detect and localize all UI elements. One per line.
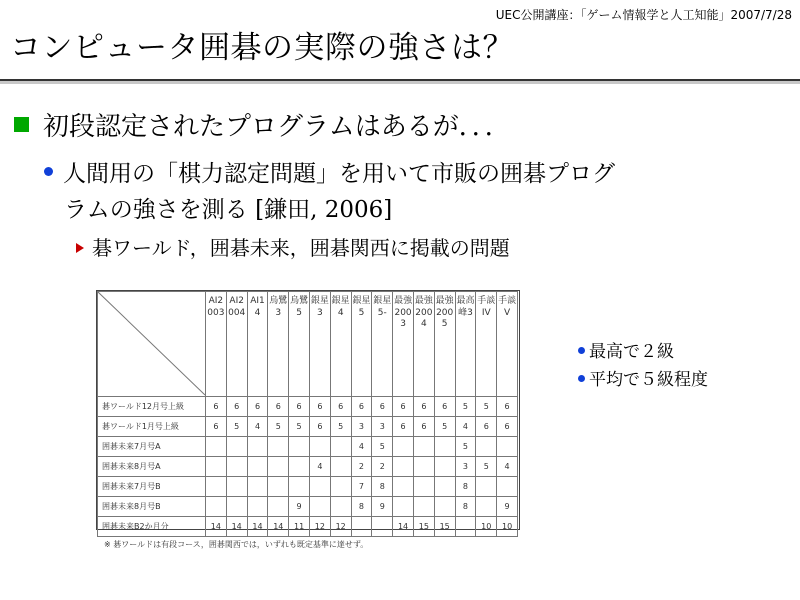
table-cell bbox=[289, 477, 310, 497]
table-cell: 14 bbox=[206, 517, 227, 537]
row-label: 囲碁未来8月号A bbox=[98, 457, 206, 477]
table-row bbox=[98, 417, 518, 437]
table-cell: 6 bbox=[413, 417, 434, 437]
table-cell bbox=[434, 477, 455, 497]
square-bullet-icon bbox=[14, 117, 29, 132]
table-cell bbox=[226, 477, 247, 497]
table-cell: 6 bbox=[393, 397, 414, 417]
column-header: 烏鷺5 bbox=[289, 292, 310, 397]
table-cell: 6 bbox=[497, 417, 518, 437]
table-cell bbox=[226, 497, 247, 517]
column-header: 烏鷺3 bbox=[268, 292, 289, 397]
column-header: 銀星4 bbox=[330, 292, 351, 397]
table-cell bbox=[393, 457, 414, 477]
dot-bullet-icon bbox=[44, 167, 53, 176]
table-cell bbox=[330, 437, 351, 457]
table-cell bbox=[330, 477, 351, 497]
dot-bullet-icon bbox=[578, 347, 585, 354]
table-cell bbox=[434, 457, 455, 477]
table-cell bbox=[268, 497, 289, 517]
table-cell: 8 bbox=[372, 477, 393, 497]
table-cell: 6 bbox=[434, 397, 455, 417]
table-cell: 15 bbox=[413, 517, 434, 537]
table-cell: 4 bbox=[309, 457, 330, 477]
table-cell bbox=[330, 457, 351, 477]
row-label: 囲碁未来7月号B bbox=[98, 477, 206, 497]
bullet-level3-text: 碁ワールド，囲碁未来，囲碁関西に掲載の問題 bbox=[92, 236, 510, 260]
table-cell: 9 bbox=[372, 497, 393, 517]
column-header: 手談V bbox=[497, 292, 518, 397]
table-cell: 8 bbox=[455, 477, 476, 497]
table-cell bbox=[309, 437, 330, 457]
row-label: 碁ワールド12月号上級 bbox=[98, 397, 206, 417]
table-cell bbox=[247, 437, 268, 457]
table-cell bbox=[434, 437, 455, 457]
table-cell: 4 bbox=[247, 417, 268, 437]
column-header: AI14 bbox=[247, 292, 268, 397]
table-cell: 5 bbox=[330, 417, 351, 437]
column-header: 銀星5 bbox=[351, 292, 372, 397]
table-cell bbox=[206, 437, 227, 457]
row-label: 囲碁未来7月号A bbox=[98, 437, 206, 457]
column-header: AI2004 bbox=[226, 292, 247, 397]
side-point-text: 最高で２級 bbox=[589, 342, 674, 362]
results-table-image bbox=[96, 290, 520, 530]
bullet-level3 bbox=[76, 232, 510, 261]
table-cell: 6 bbox=[372, 397, 393, 417]
table-cell: 6 bbox=[226, 397, 247, 417]
table-cell bbox=[268, 437, 289, 457]
table-cell: 6 bbox=[393, 417, 414, 437]
table-cell: 4 bbox=[455, 417, 476, 437]
table-cell bbox=[413, 477, 434, 497]
dot-bullet-icon bbox=[578, 375, 585, 382]
table-cell: 3 bbox=[372, 417, 393, 437]
table-cell: 6 bbox=[413, 397, 434, 417]
table-cell: 5 bbox=[455, 437, 476, 457]
table-cell bbox=[393, 437, 414, 457]
column-header: AI2003 bbox=[206, 292, 227, 397]
table-cell bbox=[476, 477, 497, 497]
bullet-level2 bbox=[44, 156, 764, 228]
bullet-level2-line1: 人間用の「棋力認定問題」を用いて市販の囲碁プログ bbox=[63, 161, 615, 187]
table-cell bbox=[351, 517, 372, 537]
table-row bbox=[98, 457, 518, 477]
table-cell bbox=[330, 497, 351, 517]
table-cell: 11 bbox=[289, 517, 310, 537]
side-point bbox=[578, 338, 708, 366]
table-cell bbox=[289, 437, 310, 457]
column-header: 最強2004 bbox=[413, 292, 434, 397]
table-cell bbox=[476, 437, 497, 457]
table-cell bbox=[226, 437, 247, 457]
table-cell: 4 bbox=[351, 437, 372, 457]
table-row bbox=[98, 517, 518, 537]
table-cell: 5 bbox=[455, 397, 476, 417]
table-cell bbox=[226, 457, 247, 477]
table-cell bbox=[309, 497, 330, 517]
side-points bbox=[578, 338, 708, 394]
table-cell: 6 bbox=[268, 397, 289, 417]
table-cell: 14 bbox=[393, 517, 414, 537]
row-label: 囲碁未来B2か月分 bbox=[98, 517, 206, 537]
table-cell bbox=[206, 497, 227, 517]
table-cell: 6 bbox=[351, 397, 372, 417]
table-cell: 5 bbox=[476, 457, 497, 477]
column-header: 最強2003 bbox=[393, 292, 414, 397]
table-cell: 3 bbox=[351, 417, 372, 437]
slide-title: コンピュータ囲碁の実際の強さは？ bbox=[10, 30, 514, 66]
table-cell: 5 bbox=[476, 397, 497, 417]
table-cell: 5 bbox=[434, 417, 455, 437]
table-cell bbox=[455, 517, 476, 537]
table-cell bbox=[247, 477, 268, 497]
side-point bbox=[578, 366, 708, 394]
table-cell: 8 bbox=[351, 497, 372, 517]
table-cell: 6 bbox=[289, 397, 310, 417]
table-cell: 7 bbox=[351, 477, 372, 497]
table-cell bbox=[497, 477, 518, 497]
table-cell: 3 bbox=[455, 457, 476, 477]
column-header: 最高峰3 bbox=[455, 292, 476, 397]
citation: [鎌田, 2006] bbox=[255, 197, 393, 223]
column-header: 手談IV bbox=[476, 292, 497, 397]
table-cell bbox=[206, 477, 227, 497]
table-cell: 15 bbox=[434, 517, 455, 537]
column-header: 銀星5- bbox=[372, 292, 393, 397]
table-cell: 6 bbox=[309, 417, 330, 437]
table-cell: 8 bbox=[455, 497, 476, 517]
table-cell: 5 bbox=[226, 417, 247, 437]
table-row bbox=[98, 497, 518, 517]
table-cell bbox=[247, 457, 268, 477]
table-cell: 2 bbox=[351, 457, 372, 477]
bullet-level1-text: 初段認定されたプログラムはあるが．．． bbox=[43, 112, 511, 142]
bullet-level1 bbox=[14, 106, 511, 143]
table-cell bbox=[393, 497, 414, 517]
table-cell bbox=[268, 477, 289, 497]
row-label: 碁ワールド1月号上級 bbox=[98, 417, 206, 437]
table-cell bbox=[309, 477, 330, 497]
table-cell bbox=[497, 437, 518, 457]
table-cell bbox=[413, 457, 434, 477]
table-cell: 4 bbox=[497, 457, 518, 477]
table-row bbox=[98, 477, 518, 497]
table-cell: 6 bbox=[206, 397, 227, 417]
table-cell bbox=[434, 497, 455, 517]
side-point-text: 平均で５級程度 bbox=[589, 370, 708, 390]
column-header: 最強2005 bbox=[434, 292, 455, 397]
table-row bbox=[98, 397, 518, 417]
table-cell: 14 bbox=[226, 517, 247, 537]
column-header: 銀星3 bbox=[309, 292, 330, 397]
table-cell bbox=[289, 457, 310, 477]
table-cell: 12 bbox=[309, 517, 330, 537]
table-cell: 10 bbox=[476, 517, 497, 537]
table-diagonal bbox=[97, 291, 207, 397]
table-cell bbox=[393, 477, 414, 497]
table-cell bbox=[476, 497, 497, 517]
table-cell bbox=[268, 457, 289, 477]
row-label: 囲碁未来8月号B bbox=[98, 497, 206, 517]
table-cell: 14 bbox=[247, 517, 268, 537]
table-cell: 9 bbox=[289, 497, 310, 517]
table-cell bbox=[247, 497, 268, 517]
table-cell: 6 bbox=[330, 397, 351, 417]
table-cell: 5 bbox=[372, 437, 393, 457]
title-divider-shadow bbox=[0, 81, 800, 84]
table-cell: 9 bbox=[497, 497, 518, 517]
table-cell: 5 bbox=[289, 417, 310, 437]
table-cell: 6 bbox=[476, 417, 497, 437]
triangle-bullet-icon bbox=[76, 243, 84, 253]
header-note: UEC公開講座：「ゲーム情報学と人工知能」2007/7/28 bbox=[495, 8, 792, 22]
table-cell: 6 bbox=[497, 397, 518, 417]
table-cell: 6 bbox=[247, 397, 268, 417]
table-cell: 10 bbox=[497, 517, 518, 537]
table-cell: 12 bbox=[330, 517, 351, 537]
table-cell: 2 bbox=[372, 457, 393, 477]
table-footnote: ※ 碁ワールドは有段コース，囲碁関西では，いずれも既定基準に達せず。 bbox=[104, 540, 369, 549]
table-cell bbox=[413, 437, 434, 457]
table-cell: 5 bbox=[268, 417, 289, 437]
table-cell bbox=[413, 497, 434, 517]
table-cell bbox=[206, 457, 227, 477]
table-cell: 6 bbox=[309, 397, 330, 417]
table-cell: 14 bbox=[268, 517, 289, 537]
bullet-level2-line2: ラムの強さを測る bbox=[64, 197, 248, 223]
table-cell bbox=[372, 517, 393, 537]
table-cell: 6 bbox=[206, 417, 227, 437]
table-row bbox=[98, 437, 518, 457]
